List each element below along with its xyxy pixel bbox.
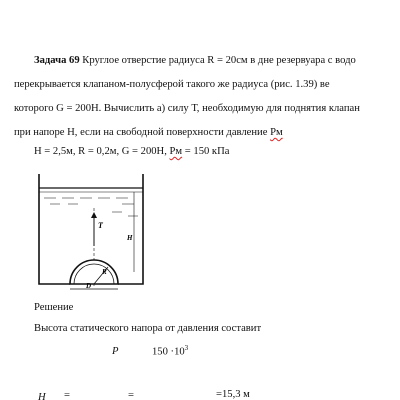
pressure-symbol: Pм [270,127,283,138]
problem-line-3: которого G = 200Н. Вычислить а) силу Т, необходимую для поднятия клапан [14,103,360,114]
problem-line-1-text: Круглое отверстие радиуса R = 20см в дне резервуара с водо [79,55,356,66]
label-r: R [102,268,107,276]
problem-title: Задача 69 [34,55,80,66]
formula-numerator-p: P [112,346,119,357]
solution-heading: Решение [34,302,74,313]
formula-lhs: H [38,392,46,400]
formula-exponent: 3 [184,344,189,352]
formula-equals-1: = [64,390,70,400]
formula-numerator-base: 150 ·10 [152,346,185,358]
given-pressure-value: = 150 кПа [182,146,230,157]
label-t: T [98,221,103,230]
problem-line-2: перекрывается клапаном-полусферой такого же радиуса (рис. 1.39) ве [14,79,330,90]
formula-equals-2: = [128,390,134,400]
formula-result: =15,3 м [216,389,250,400]
given-values-text: H = 2,5м, R = 0,2м, G = 200H, [34,146,170,157]
given-pressure-symbol: Pм [169,146,183,157]
label-d: D [86,282,92,290]
label-h: H [127,234,133,242]
problem-line-4-text: при напоре Н, если на свободной поверхности давление [14,127,271,138]
formula-numerator-value [152,344,188,358]
solution-text: Высота статического напора от давления составит [34,323,262,334]
